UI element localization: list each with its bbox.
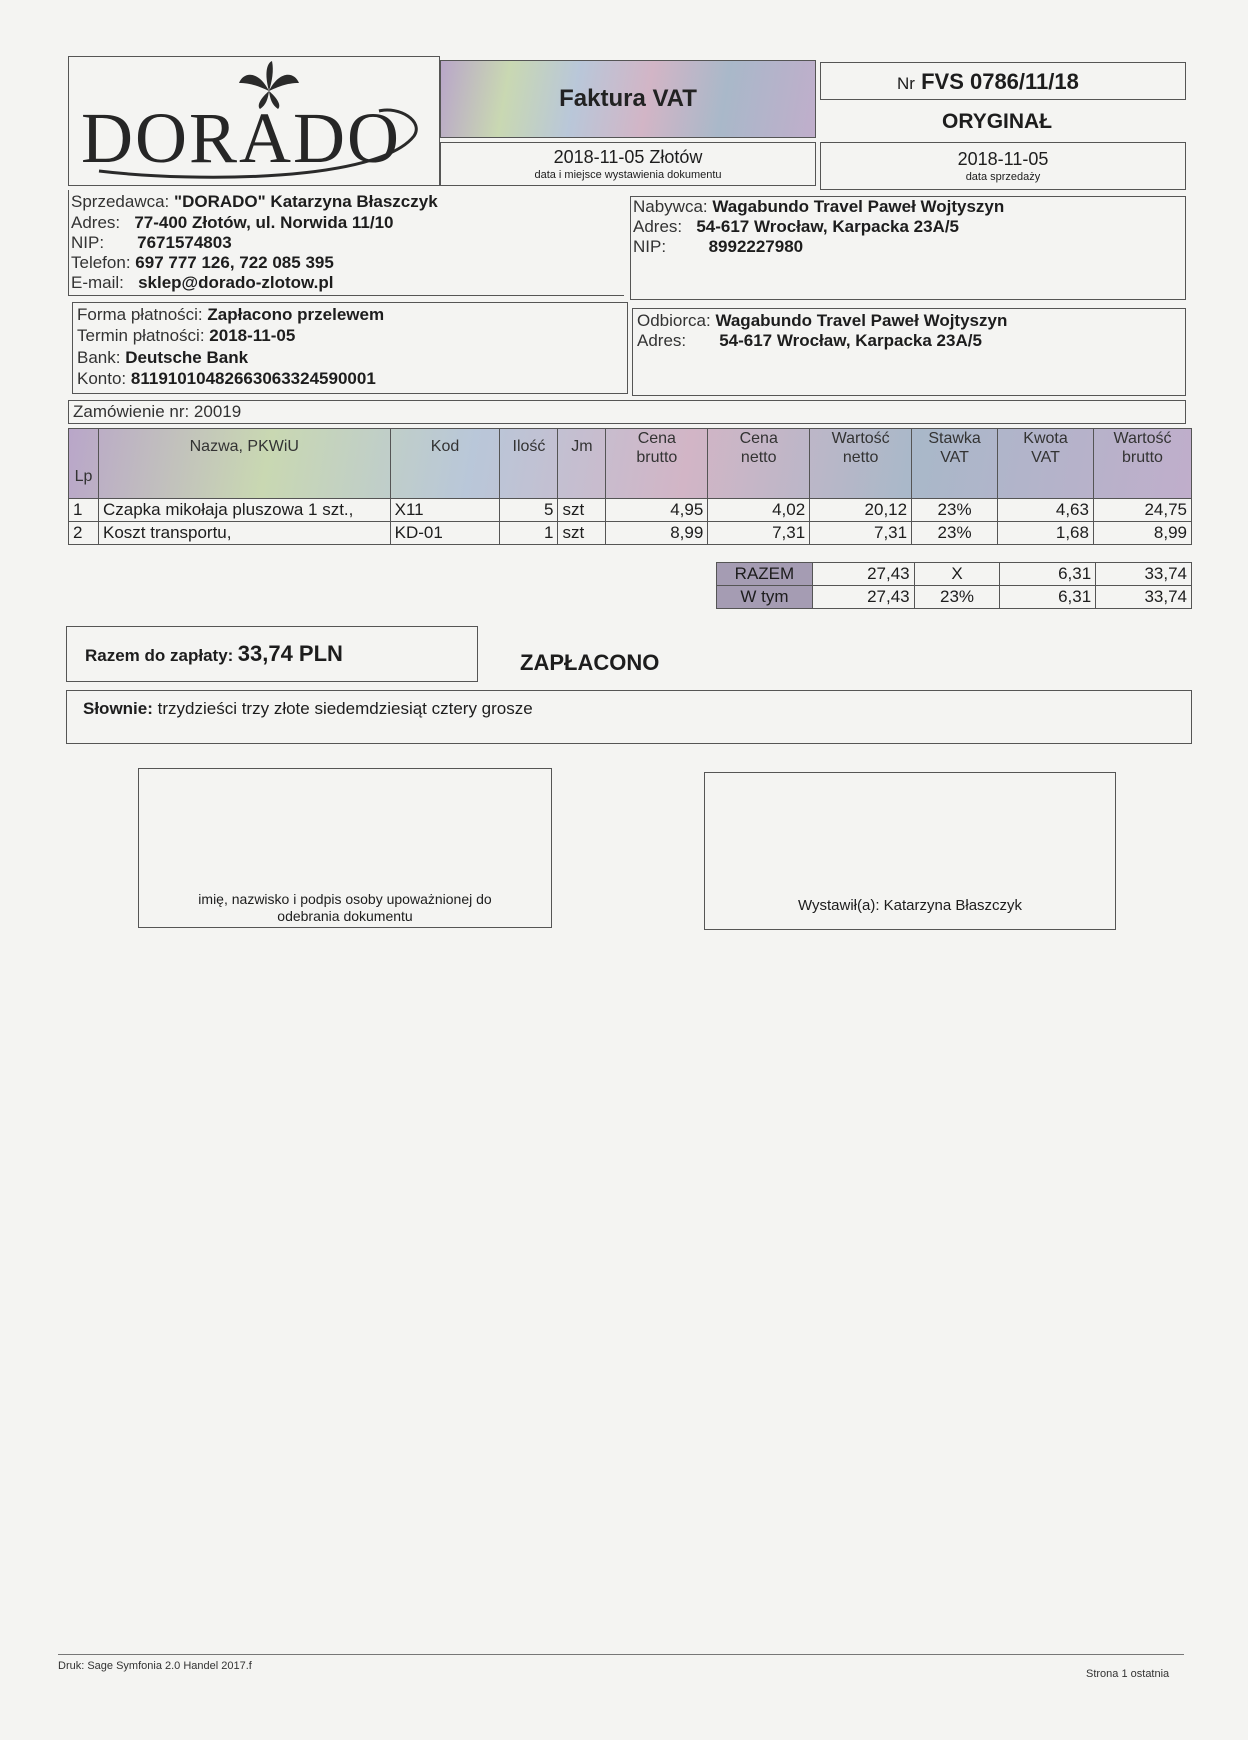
table-header-row xyxy=(69,429,1192,499)
cell-price-gross: 4,95 xyxy=(606,499,708,522)
seller-email-row xyxy=(71,273,333,293)
seller-phone-row xyxy=(71,253,334,273)
recipient-label: Odbiorca: xyxy=(637,311,711,330)
seller-address-label: Adres: xyxy=(71,213,121,232)
payment-account-label: Konto: xyxy=(77,369,127,388)
recipient-address-row xyxy=(637,331,982,351)
cell-unit: szt xyxy=(558,499,606,522)
cell-vat-rate: 23% xyxy=(912,499,998,522)
header-vat-amount-line2: VAT xyxy=(1031,449,1060,466)
header-vat-rate xyxy=(912,429,998,499)
document-title: Faktura VAT xyxy=(559,85,697,112)
logo-box xyxy=(68,56,440,186)
receiver-signature-caption: imię, nazwisko i podpis osoby upoważnionej do odebrania dokumentu xyxy=(198,891,492,924)
cell-code: X11 xyxy=(390,499,500,522)
payment-due-label: Termin płatności: xyxy=(77,326,205,345)
cell-name: Czapka mikołaja pluszowa 1 szt., xyxy=(98,499,390,522)
header-vat-rate-line2: VAT xyxy=(940,449,969,466)
cell-vat-amount: 1,68 xyxy=(998,522,1094,545)
seller-name: "DORADO" Katarzyna Błaszczyk xyxy=(174,192,438,211)
header-qty xyxy=(500,429,558,499)
cell-vat-amount: 4,63 xyxy=(998,499,1094,522)
seller-email-label: E-mail: xyxy=(71,273,124,292)
amount-due-row xyxy=(85,641,343,667)
header-vat-amount xyxy=(998,429,1094,499)
receiver-signature-box xyxy=(138,768,552,928)
seller-box xyxy=(68,190,624,296)
order-number: Zamówienie nr: 20019 xyxy=(73,402,242,421)
table-row xyxy=(69,522,1192,545)
paid-stamp: ZAPŁACONO xyxy=(520,650,660,675)
seller-label: Sprzedawca: xyxy=(71,192,170,211)
amount-due-label: Razem do zapłaty: xyxy=(85,646,234,665)
header-value-net-line2: netto xyxy=(842,449,879,466)
payment-due-row xyxy=(77,326,295,346)
header-code xyxy=(390,429,500,499)
buyer-nip-row xyxy=(633,237,803,257)
header-price-net xyxy=(708,429,810,499)
totals-vat-amount: 6,31 xyxy=(1000,586,1096,609)
buyer-name-row xyxy=(633,197,1004,217)
header-lp-label: Lp xyxy=(74,468,93,485)
header-qty-label: Ilość xyxy=(512,438,546,455)
payment-method: Zapłacono przelewem xyxy=(207,305,385,324)
copy-type: ORYGINAŁ xyxy=(942,110,1053,133)
cell-name: Koszt transportu, xyxy=(98,522,390,545)
header-price-net-line2: netto xyxy=(740,449,777,466)
totals-value-gross: 33,74 xyxy=(1096,563,1192,586)
buyer-nip: 8992227980 xyxy=(708,237,804,256)
cell-lp: 1 xyxy=(69,499,99,522)
order-box xyxy=(68,400,1186,424)
cell-unit: szt xyxy=(558,522,606,545)
issue-date-caption: data i miejsce wystawienia dokumentu xyxy=(534,169,722,181)
header-name xyxy=(98,429,390,499)
totals-value-net: 27,43 xyxy=(812,563,914,586)
cell-qty: 5 xyxy=(500,499,558,522)
sale-date-box xyxy=(820,142,1186,190)
buyer-address-row xyxy=(633,217,959,237)
header-vat-amount-line1: Kwota xyxy=(1023,430,1068,447)
buyer-label: Nabywca: xyxy=(633,197,708,216)
header-value-gross-line2: brutto xyxy=(1122,449,1163,466)
sale-date-caption: data sprzedaży xyxy=(965,171,1041,183)
cell-price-net: 4,02 xyxy=(708,499,810,522)
seller-phone: 697 777 126, 722 085 395 xyxy=(135,253,334,272)
payment-due: 2018-11-05 xyxy=(209,326,296,345)
issuer-signature-box xyxy=(704,772,1116,930)
sale-date: 2018-11-05 xyxy=(957,149,1049,169)
seller-email: sklep@dorado-zlotow.pl xyxy=(138,273,334,292)
recipient-address-label: Adres: xyxy=(637,331,687,350)
issue-date-place: 2018-11-05 Złotów xyxy=(553,147,703,167)
totals-vat-amount: 6,31 xyxy=(1000,563,1096,586)
payment-method-row xyxy=(77,305,384,325)
header-value-net-line1: Wartość xyxy=(831,430,890,447)
seller-nip-row xyxy=(71,233,232,253)
totals-label: W tym xyxy=(717,586,813,609)
amount-due-value: 33,74 PLN xyxy=(237,641,343,666)
header-name-label: Nazwa, PKWiU xyxy=(189,438,299,455)
recipient-address: 54-617 Wrocław, Karpacka 23A/5 xyxy=(719,331,982,350)
seller-nip-label: NIP: xyxy=(71,233,105,252)
header-unit-label: Jm xyxy=(571,438,593,455)
cell-vat-rate: 23% xyxy=(912,522,998,545)
payment-method-label: Forma płatności: xyxy=(77,305,203,324)
amount-in-words-row xyxy=(83,699,533,719)
footer-line xyxy=(58,1654,1184,1655)
cell-price-net: 7,31 xyxy=(708,522,810,545)
header-value-gross xyxy=(1093,429,1191,499)
invoice-number xyxy=(897,69,1079,95)
footer-software: Druk: Sage Symfonia 2.0 Handel 2017.f xyxy=(58,1660,252,1672)
header-value-net xyxy=(810,429,912,499)
issue-date-box xyxy=(440,142,816,186)
totals-vat-rate: X xyxy=(914,563,1000,586)
cell-value-net: 7,31 xyxy=(810,522,912,545)
amount-in-words-label: Słownie: xyxy=(83,699,153,718)
totals-vat-rate: 23% xyxy=(914,586,1000,609)
number-prefix: Nr xyxy=(897,74,915,93)
header-price-gross-line1: Cena xyxy=(637,430,676,447)
buyer-name: Wagabundo Travel Paweł Wojtyszyn xyxy=(712,197,1005,216)
buyer-address-label: Adres: xyxy=(633,217,683,236)
payment-bank-label: Bank: xyxy=(77,348,121,367)
buyer-address: 54-617 Wrocław, Karpacka 23A/5 xyxy=(696,217,960,236)
payment-bank-row xyxy=(77,348,248,368)
totals-label: RAZEM xyxy=(717,563,813,586)
seller-address: 77-400 Złotów, ul. Norwida 11/10 xyxy=(134,213,394,232)
recipient-name: Wagabundo Travel Paweł Wojtyszyn xyxy=(715,311,1008,330)
items-table xyxy=(68,428,1192,545)
cell-code: KD-01 xyxy=(390,522,500,545)
cell-price-gross: 8,99 xyxy=(606,522,708,545)
amount-in-words: trzydzieści trzy złote siedemdziesiąt cztery grosze xyxy=(157,699,533,718)
header-price-gross-line2: brutto xyxy=(636,449,678,466)
buyer-nip-label: NIP: xyxy=(633,237,667,256)
cell-value-gross: 8,99 xyxy=(1093,522,1191,545)
totals-value-gross: 33,74 xyxy=(1096,586,1192,609)
header-value-gross-line1: Wartość xyxy=(1113,430,1172,447)
cell-value-gross: 24,75 xyxy=(1093,499,1191,522)
header-vat-rate-line1: Stawka xyxy=(928,430,981,447)
cell-value-net: 20,12 xyxy=(810,499,912,522)
buyer-box xyxy=(630,196,1186,300)
totals-row xyxy=(717,586,1192,609)
amount-due-box xyxy=(66,626,478,682)
recipient-name-row xyxy=(637,311,1007,331)
amount-in-words-box xyxy=(66,690,1192,744)
table-row xyxy=(69,499,1192,522)
header-price-net-line1: Cena xyxy=(739,430,778,447)
document-title-box xyxy=(440,60,816,138)
header-code-label: Kod xyxy=(430,438,460,455)
footer-page: Strona 1 ostatnia xyxy=(1086,1668,1170,1680)
totals-value-net: 27,43 xyxy=(812,586,914,609)
seller-phone-label: Telefon: xyxy=(71,253,131,272)
payment-account-row xyxy=(77,369,376,389)
issuer-signature-caption: Wystawił(a): Katarzyna Błaszczyk xyxy=(797,897,1023,914)
recipient-box xyxy=(632,308,1186,396)
cell-qty: 1 xyxy=(500,522,558,545)
header-lp xyxy=(69,429,99,499)
number-value: FVS 0786/11/18 xyxy=(921,69,1079,94)
totals-table xyxy=(716,562,1192,609)
invoice-number-box xyxy=(820,62,1186,100)
payment-box xyxy=(72,302,628,394)
payment-account: 81191010482663063324590001 xyxy=(130,369,376,388)
totals-row xyxy=(717,563,1192,586)
seller-name-row xyxy=(71,192,438,212)
seller-address-row xyxy=(71,213,394,233)
seller-nip: 7671574803 xyxy=(137,233,232,252)
header-price-gross xyxy=(606,429,708,499)
payment-bank: Deutsche Bank xyxy=(125,348,249,367)
logo-text: DORADO xyxy=(81,98,402,178)
header-unit xyxy=(558,429,606,499)
cell-lp: 2 xyxy=(69,522,99,545)
